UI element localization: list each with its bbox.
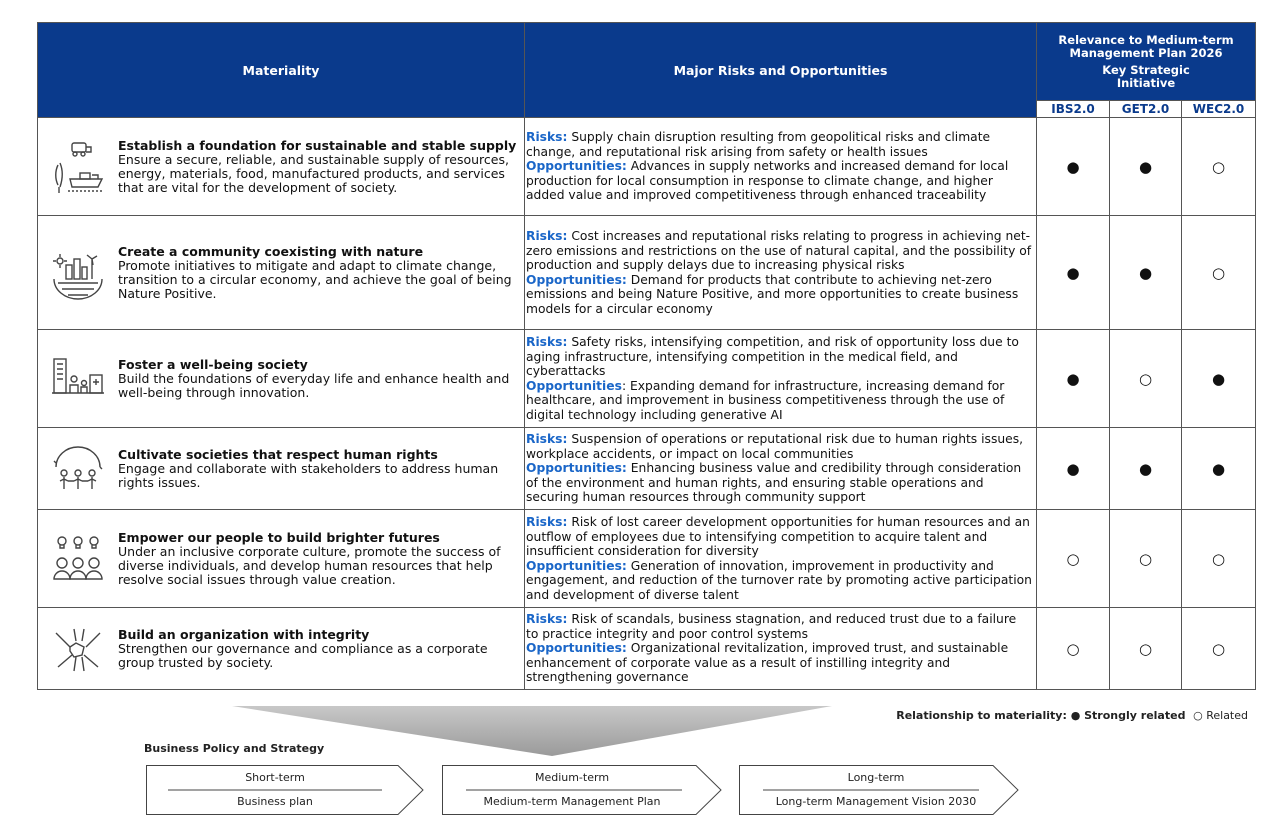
- opportunities-label: Opportunities:: [526, 272, 627, 287]
- relevance-wec: ●: [1182, 428, 1256, 510]
- opportunities-text: : Expanding demand for infrastructure, increasing demand for healthcare, and improvement in business competitiveness through the use of digital technology including generative AI: [526, 378, 1005, 422]
- materiality-title: Establish a foundation for sustainable and stable supply: [118, 137, 517, 153]
- term-sub: Business plan: [237, 795, 313, 808]
- key-initiative-line-1: Key Strategic: [1102, 62, 1190, 77]
- opportunities-text: Organizational revitalization, improved trust, and sustainable enhancement of corporate value as a result of instilling integrity and strengthening governance: [526, 641, 1009, 685]
- table-row: [38, 216, 1256, 330]
- materiality-cell: [38, 216, 525, 330]
- opportunities-text: Generation of innovation, improvement in productivity and engagement, and reduction of the turnover rate by promoting active participation and development of diverse talent: [526, 558, 1032, 602]
- term-sub: Medium-term Management Plan: [483, 795, 661, 808]
- materiality-title: Build an organization with integrity: [118, 626, 370, 642]
- table-row: [38, 118, 1256, 216]
- risks-opportunities-cell: [525, 608, 1037, 690]
- relevance-wec: ●: [1182, 330, 1256, 428]
- table-row: [38, 330, 1256, 428]
- materiality-desc: Promote initiatives to mitigate and adapt to climate change, transition to a circular economy, and achieve the goal of being Nature Positive.: [118, 257, 512, 301]
- initiative-wec: WEC2.0: [1182, 101, 1256, 118]
- risks-label: Risks:: [526, 432, 568, 447]
- opportunities-text: Advances in supply networks and increased demand for local production for local consumption in response to climate change, and higher added value and improved competitiveness through enhanced traceability: [526, 159, 1009, 203]
- risks-text: Supply chain disruption resulting from geopolitical risks and climate change, and reputational risk arising from safety or health issues: [526, 130, 991, 159]
- relevance-get: ●: [1110, 428, 1182, 510]
- relevance-get: ●: [1110, 118, 1182, 216]
- term-sub: Long-term Management Vision 2030: [775, 795, 977, 808]
- risks-label: Risks:: [526, 130, 568, 145]
- relevance-header: [1037, 23, 1256, 101]
- materiality-desc: Build the foundations of everyday life and enhance health and well-being through innovation.: [118, 370, 510, 400]
- opportunities-label: Opportunities:: [526, 159, 627, 174]
- materiality-title: Empower our people to build brighter futures: [118, 529, 440, 545]
- opportunities-label: Opportunities:: [526, 558, 627, 573]
- risks-opportunities-cell: [525, 216, 1037, 330]
- opportunities-label: Opportunities: [526, 378, 622, 393]
- legend: [896, 709, 1248, 722]
- key-initiative-line-2: Initiative: [1116, 75, 1176, 90]
- risks-opportunities-cell: [525, 330, 1037, 428]
- risks-text: Suspension of operations or reputational risk due to human rights issues, workplace accidents, or impact on local communities: [526, 432, 1024, 461]
- materiality-title: Foster a well-being society: [118, 356, 308, 372]
- materiality-table: [37, 22, 1256, 690]
- risks-opportunities-cell: [525, 510, 1037, 608]
- term-medium: [442, 765, 722, 819]
- materiality-desc: Ensure a secure, reliable, and sustainable supply of resources, energy, materials, food, manufactured products, and services that are vital for the development of society.: [118, 151, 509, 195]
- term-label: Short-term: [245, 771, 305, 784]
- relevance-line-1: Relevance to Medium-term: [1058, 32, 1234, 47]
- materiality-cell: [38, 330, 525, 428]
- term-short: [146, 765, 424, 819]
- opportunities-text: Demand for products that contribute to achieving net-zero emissions and being Nature Positive, and more opportunities to create business models for a circular economy: [526, 272, 1019, 316]
- relevance-wec: ○: [1182, 216, 1256, 330]
- risks-text: Cost increases and reputational risks relating to progress in achieving net-zero emissions and restrictions on the use of natural capital, and the possibility of production and supply delays due to increasing physical risks: [526, 229, 1032, 272]
- risks-label: Risks:: [526, 515, 568, 529]
- legend-strong: ● Strongly related: [1070, 709, 1186, 722]
- materiality-desc: Engage and collaborate with stakeholders to address human rights issues.: [118, 460, 499, 490]
- table-row: [38, 608, 1256, 690]
- relevance-get: ○: [1110, 330, 1182, 428]
- relevance-get: ○: [1110, 510, 1182, 608]
- supply-chain-icon: [38, 135, 118, 199]
- opportunities-label: Opportunities:: [526, 461, 627, 476]
- term-label: Long-term: [847, 771, 905, 784]
- materiality-title: Cultivate societies that respect human rights: [118, 446, 438, 462]
- risks-opportunities-cell: [525, 428, 1037, 510]
- business-policy-title: Business Policy and Strategy: [144, 742, 325, 755]
- relevance-ibs: ○: [1037, 608, 1110, 690]
- initiative-get: GET2.0: [1110, 101, 1182, 118]
- risks-label: Risks:: [526, 612, 568, 627]
- materiality-cell: [38, 428, 525, 510]
- relevance-ibs: ●: [1037, 216, 1110, 330]
- risks-opportunities-cell: [525, 118, 1037, 216]
- risks-label: Risks:: [526, 229, 568, 243]
- relevance-ibs: ●: [1037, 330, 1110, 428]
- risks-text: Safety risks, intensifying competition, and risk of opportunity loss due to aging infrastructure, intensifying competition in the medical field, and cyberattacks: [526, 335, 1019, 378]
- term-label: Medium-term: [534, 771, 610, 784]
- relevance-ibs: ●: [1037, 428, 1110, 510]
- legend-label: Relationship to materiality:: [896, 709, 1067, 722]
- materiality-header: Materiality: [38, 23, 525, 118]
- relevance-wec: ○: [1182, 510, 1256, 608]
- nature-globe-icon: [38, 241, 118, 305]
- risks-label: Risks:: [526, 335, 568, 349]
- relevance-get: ○: [1110, 608, 1182, 690]
- materiality-desc: Under an inclusive corporate culture, promote the success of diverse individuals, and develop human resources that help resolve social issues through value creation.: [118, 543, 501, 587]
- risks-text: Risk of lost career development opportunities for human resources and an outflow of employees due to intensifying competition to acquire talent and insufficient consideration for diversity: [526, 515, 1030, 558]
- opportunities-text: Enhancing business value and credibility through consideration of the environment and human rights, and ensuring stable operations and securing human resources through community support: [526, 461, 1022, 505]
- risks-text: Risk of scandals, business stagnation, and reduced trust due to a failure to practice integrity and poor control systems: [526, 612, 1017, 641]
- legend-related: ○ Related: [1193, 709, 1248, 722]
- risks-opportunities-header: Major Risks and Opportunities: [525, 23, 1037, 118]
- human-rights-icon: [38, 437, 118, 501]
- term-long: [739, 765, 1019, 819]
- initiative-ibs: IBS2.0: [1037, 101, 1110, 118]
- people-ideas-icon: [38, 527, 118, 591]
- relevance-ibs: ○: [1037, 510, 1110, 608]
- relevance-wec: ○: [1182, 118, 1256, 216]
- relevance-get: ●: [1110, 216, 1182, 330]
- opportunities-label: Opportunities:: [526, 641, 627, 656]
- table-row: [38, 510, 1256, 608]
- relevance-ibs: ●: [1037, 118, 1110, 216]
- table-row: [38, 428, 1256, 510]
- materiality-cell: [38, 118, 525, 216]
- materiality-cell: [38, 510, 525, 608]
- materiality-desc: Strengthen our governance and compliance as a corporate group trusted by society.: [118, 640, 488, 670]
- joined-hands-icon: [38, 617, 118, 681]
- well-being-icon: [38, 347, 118, 411]
- relevance-wec: ○: [1182, 608, 1256, 690]
- materiality-cell: [38, 608, 525, 690]
- relevance-line-2: Management Plan 2026: [1069, 45, 1223, 60]
- materiality-title: Create a community coexisting with nature: [118, 243, 424, 259]
